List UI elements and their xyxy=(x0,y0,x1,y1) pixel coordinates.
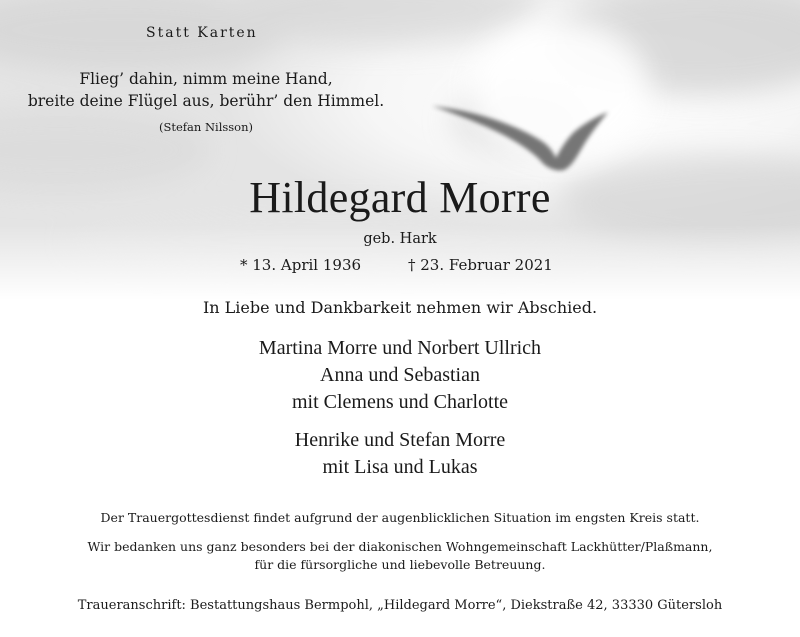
family-line: mit Clemens und Charlotte xyxy=(291,391,509,413)
service-note: Der Trauergottesdienst findet aufgrund der augenblicklichen Situation im engsten Kreis statt. xyxy=(100,510,700,525)
family-line: mit Lisa und Lukas xyxy=(322,456,478,478)
birth-date: * 13. April 1936 xyxy=(240,256,362,274)
statt-karten-label: Statt Karten xyxy=(146,25,258,41)
deceased-name: Hildegard Morre xyxy=(249,173,551,222)
poem-author: (Stefan Nilsson) xyxy=(158,120,253,134)
thanks-note-line-1: Wir bedanken uns ganz besonders bei der diakonischen Wohngemeinschaft Lackhütter/Plaßmann, xyxy=(87,539,713,554)
born-name: geb. Hark xyxy=(363,231,437,247)
sky-background-image xyxy=(0,0,800,300)
family-line: Martina Morre und Norbert Ullrich xyxy=(258,337,542,359)
thanks-note-line-2: für die fürsorgliche und liebevolle Betreuung. xyxy=(254,557,546,572)
farewell-intro: In Liebe und Dankbarkeit nehmen wir Abschied. xyxy=(202,298,598,317)
mourning-address: Traueranschrift: Bestattungshaus Bermpohl, „Hildegard Morre“, Diekstraße 42, 33330 Gütersloh xyxy=(77,598,723,613)
poem-line-2: breite deine Flügel aus, berühr’ den Himmel. xyxy=(27,92,385,110)
death-date: † 23. Februar 2021 xyxy=(408,256,553,274)
family-line: Anna und Sebastian xyxy=(320,364,480,386)
poem-line-1: Flieg’ dahin, nimm meine Hand, xyxy=(79,70,333,88)
family-line: Henrike und Stefan Morre xyxy=(294,429,506,451)
